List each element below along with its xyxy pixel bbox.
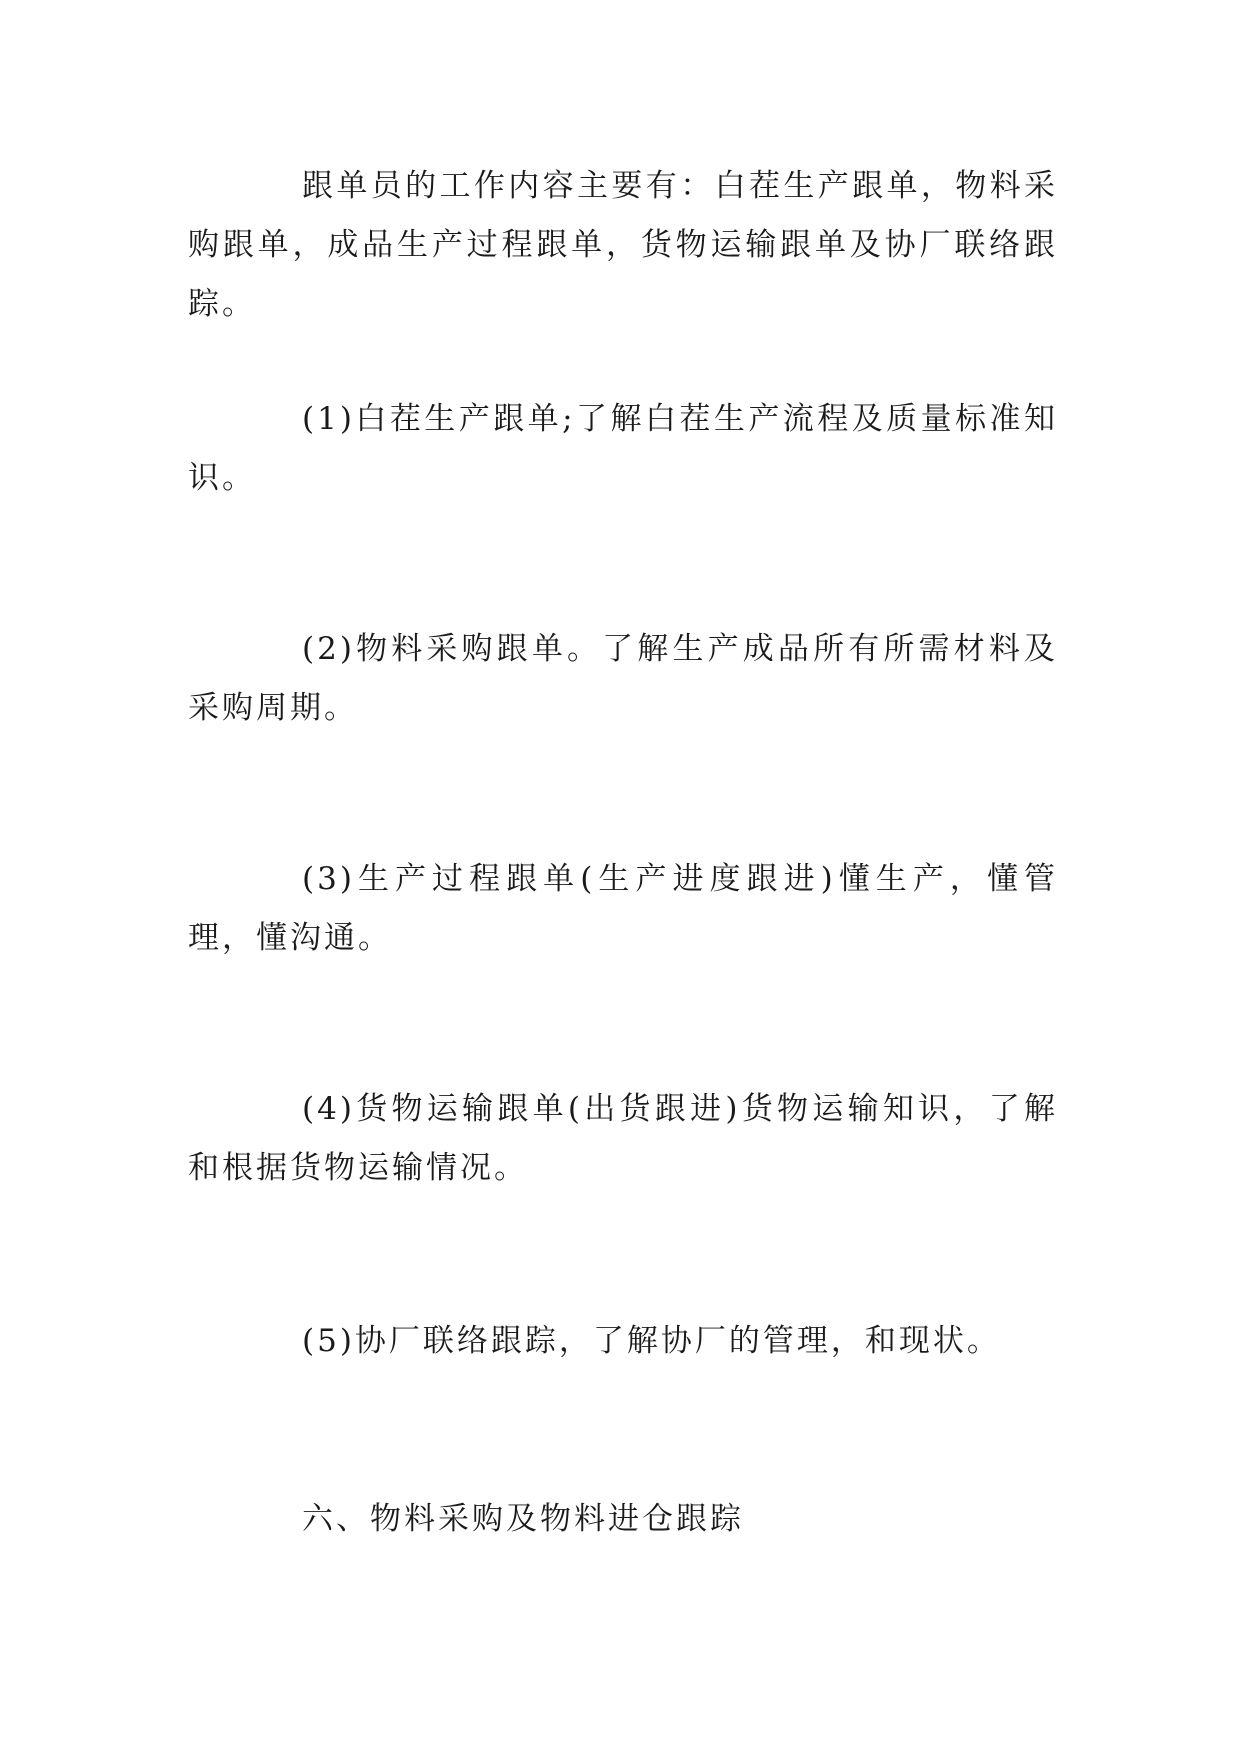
paragraph-intro: 跟单员的工作内容主要有：白茬生产跟单，物料采购跟单，成品生产过程跟单，货物运输跟单及协厂联络跟踪。 [188, 168, 1058, 322]
section-heading: 六、物料采购及物料进仓跟踪 [302, 1501, 744, 1537]
paragraph-item-5: (5)协厂联络跟踪，了解协厂的管理，和现状。 [302, 1323, 1001, 1359]
paragraph-item-2: (2)物料采购跟单。了解生产成品所有所需材料及采购周期。 [188, 631, 1058, 726]
paragraph-item-4: (4)货物运输跟单(出货跟进)货物运输知识，了解和根据货物运输情况。 [188, 1091, 1058, 1186]
paragraph-item-3: (3)生产过程跟单(生产进度跟进)懂生产，懂管理，懂沟通。 [188, 861, 1058, 956]
paragraph-item-1: (1)白茬生产跟单;了解白茬生产流程及质量标准知识。 [188, 401, 1058, 496]
